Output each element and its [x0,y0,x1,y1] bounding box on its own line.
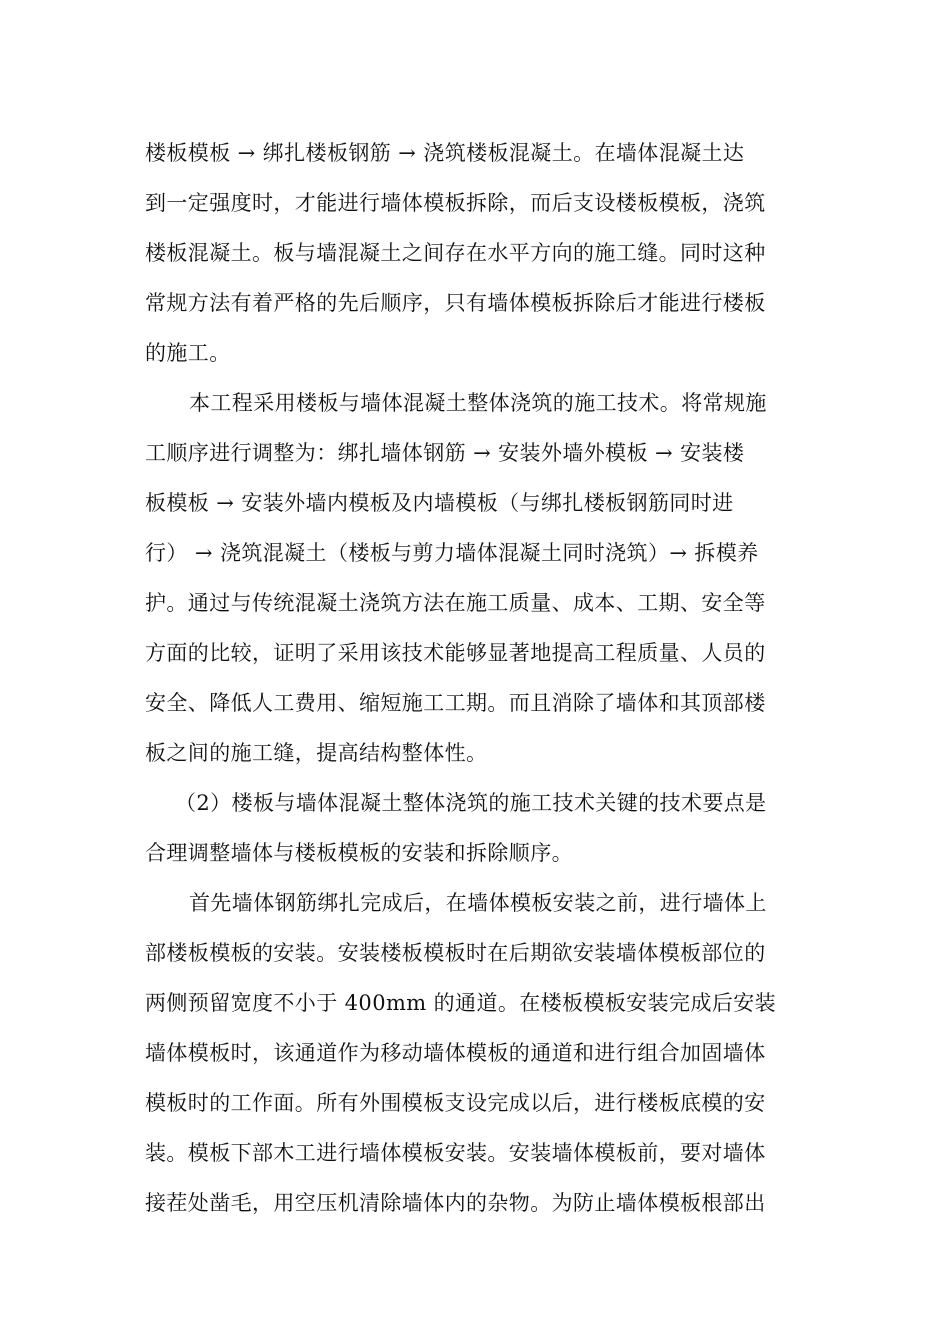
text-line: 板模板 → 安装外墙内模板及内墙模板（与绑扎楼板钢筋同时进 [145,491,734,515]
text-line: 工顺序进行调整为：绑扎墙体钢筋 → 安装外墙外模板 → 安装楼 [145,441,745,465]
paragraph-start-line: 首先墙体钢筋绑扎完成后，在墙体模板安装之前，进行墙体上 [189,891,767,915]
text-line: 行） → 浇筑混凝土（楼板与剪力墙体混凝土同时浇筑）→ 拆模养 [145,541,759,565]
numbered-point-line: （2）楼板与墙体混凝土整体浇筑的施工技术关键的技术要点是 [175,791,767,815]
text-line: 接茬处凿毛，用空压机清除墙体内的杂物。为防止墙体模板根部出 [145,1191,766,1215]
text-line: 两侧预留宽度不小于 400mm 的通道。在楼板模板安装完成后安装 [145,991,777,1015]
text-line: 装。模板下部木工进行墙体模板安装。安装墙体模板前，要对墙体 [145,1141,766,1165]
text-line: 合理调整墙体与楼板模板的安装和拆除顺序。 [145,841,573,865]
paragraph-start-line: 本工程采用楼板与墙体混凝土整体浇筑的施工技术。将常规施 [189,391,767,415]
text-line: 方面的比较，证明了采用该技术能够显著地提高工程质量、人员的 [145,641,766,665]
text-line: 墙体模板时，该通道作为移动墙体模板的通道和进行组合加固墙体 [145,1041,766,1065]
document-body [145,128,810,1228]
text-line: 部楼板模板的安装。安装楼板模板时在后期欲安装墙体模板部位的 [145,941,766,965]
text-line: 板之间的施工缝，提高结构整体性。 [145,741,488,765]
text-line: 楼板混凝土。板与墙混凝土之间存在水平方向的施工缝。同时这种 [145,241,766,265]
text-line: 楼板模板 → 绑扎楼板钢筋 → 浇筑楼板混凝土。在墙体混凝土达 [145,141,745,165]
text-line: 模板时的工作面。所有外围模板支设完成以后，进行楼板底模的安 [145,1091,766,1115]
text-line: 的施工。 [145,341,231,365]
text-line: 安全、降低人工费用、缩短施工工期。而且消除了墙体和其顶部楼 [145,691,766,715]
text-line: 到一定强度时，才能进行墙体模板拆除，而后支设楼板模板，浇筑 [145,191,766,215]
text-line: 常规方法有着严格的先后顺序，只有墙体模板拆除后才能进行楼板 [145,291,766,315]
text-line: 护。通过与传统混凝土浇筑方法在施工质量、成本、工期、安全等 [145,591,766,615]
